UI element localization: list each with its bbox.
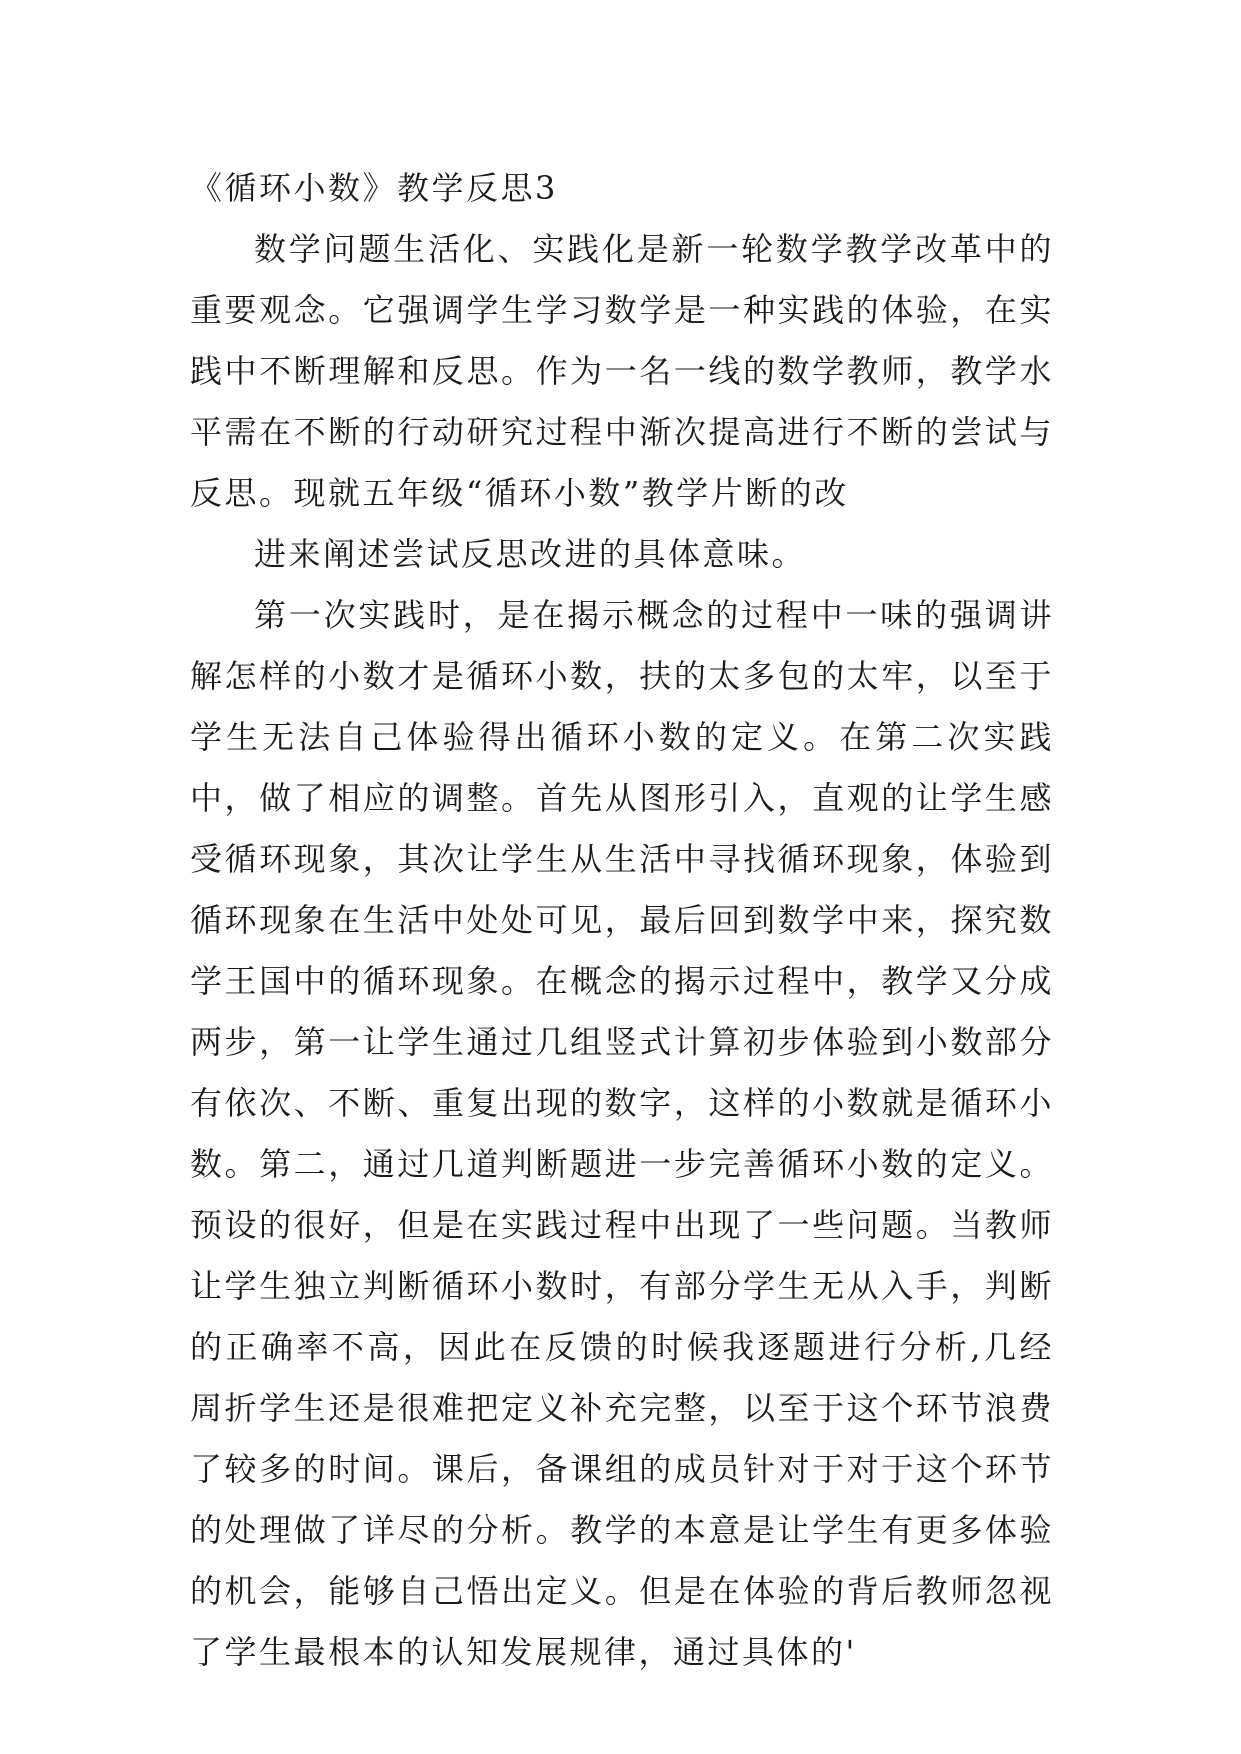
paragraph-intro: 数学问题生活化、实践化是新一轮数学教学改革中的重要观念。它强调学生学习数学是一种实践的体验，在实践中不断理解和反思。作为一名一线的数学教师，教学水平需在不断的行动研究过程中渐次提高进行不断的尝试与反思。现就五年级“循环小数”教学片断的改 — [190, 230, 1054, 512]
document-title: 《循环小数》教学反思3 — [190, 169, 558, 207]
paragraph-continuation: 进来阐述尝试反思改进的具体意味。 — [254, 535, 807, 573]
paragraph-practice: 第一次实践时，是在揭示概念的过程中一味的强调讲解怎样的小数才是循环小数，扶的太多包的太牢，以至于学生无法自己体验得出循环小数的定义。在第二次实践中，做了相应的调整。首先从图形引入，直观的让学生感受循环现象，其次让学生从生活中寻找循环现象，体验到循环现象在生活中处处可见，最后回到数学中来，探究数学王国中的循环现象。在概念的揭示过程中，教学又分成两步，第一让学生通过几组竖式计算初步体验到小数部分有依次、不断、重复出现的数字，这样的小数就是循环小数。第二，通过几道判断题进一步完善循环小数的定义。预设的很好，但是在实践过程中出现了一些问题。当教师让学生独立判断循环小数时，有部分学生无从入手，判断的正确率不高，因此在反馈的时候我逐题进行分析,几经周折学生还是很难把定义补充完整，以至于这个环节浪费了较多的时间。课后，备课组的成员针对于对于这个环节的处理做了详尽的分析。教学的本意是让学生有更多体验的机会，能够自己悟出定义。但是在体验的背后教师忽视了学生最根本的认知发展规律，通过具体的' — [190, 596, 1054, 1671]
document-body — [190, 158, 1054, 1683]
